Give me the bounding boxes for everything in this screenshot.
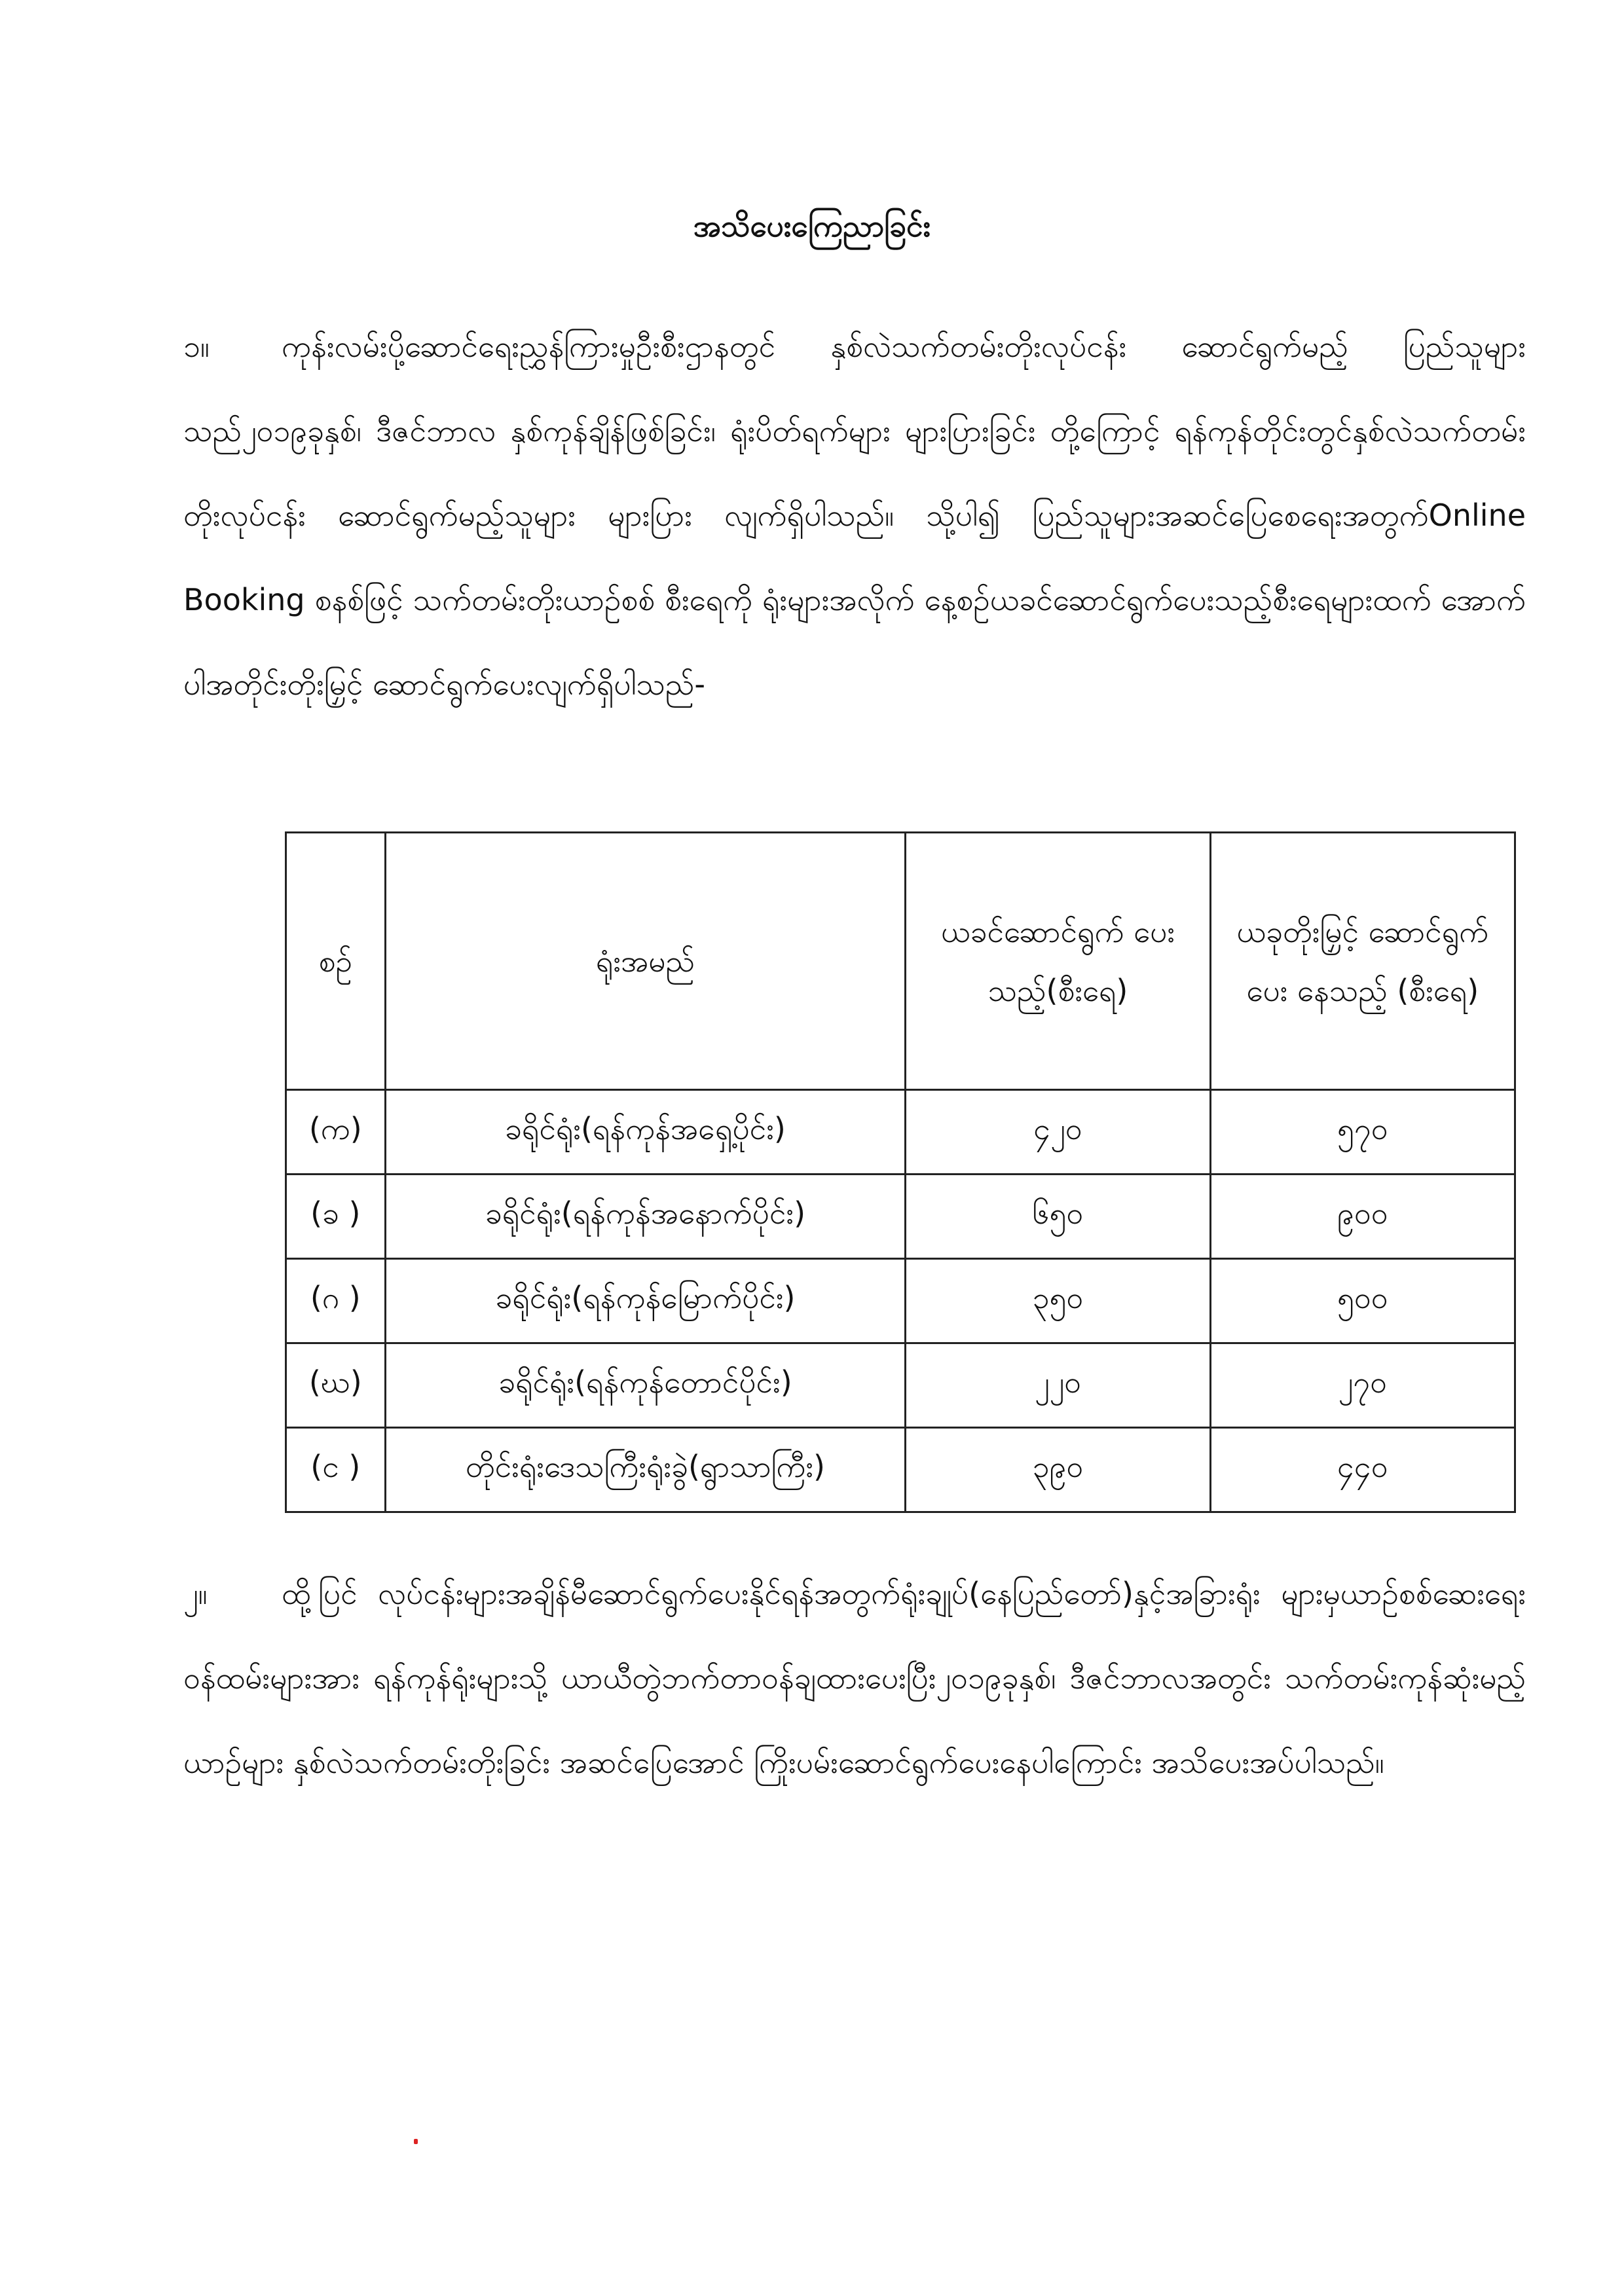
row-serial-no: (ဃ): [286, 1343, 386, 1428]
row-office-name: ခရိုင်ရုံး(ရန်ကုန်အရှေ့ပိုင်း): [385, 1090, 906, 1175]
table-row: [286, 1259, 1515, 1343]
header-increased-quota: ယခုတိုးမြှင့် ဆောင်ရွက်ပေး နေသည့် (စီးရေ): [1210, 833, 1515, 1090]
row-increased-quota: ၉၀၀: [1210, 1175, 1515, 1259]
paragraph-1-text: ကုန်းလမ်းပို့ဆောင်ရေးညွှန်ကြားမှုဦးစီးဌာနတွင် နှစ်လဲသက်တမ်းတိုးလုပ်ငန်း ဆောင်ရွက်မည့် ပြည်သူများသည်၂၀၁၉ခုနှစ်၊ ဒီဇင်ဘာလ နှစ်ကုန်ချိန်ဖြစ်ခြင်း၊ ရုံးပိတ်ရက်များ များပြားခြင်း တို့ကြောင့် ရန်ကုန်တိုင်းတွင်နှစ်လဲသက်တမ်းတိုးလုပ်ငန်း ဆောင်ရွက်မည့်သူများ များပြား လျက်ရှိပါသည်။ သို့ပါ၍ ပြည်သူများအဆင်ပြေစေရေးအတွက်Online Booking စနစ်ဖြင့် သက်တမ်းတိုးယာဉ်စစ် စီးရေကို ရုံးများအလိုက် နေ့စဉ်ယခင်ဆောင်ရွက်ပေးသည့်စီးရေများထက် အောက်ပါအတိုင်းတိုးမြှင့် ဆောင်ရွက်ပေးလျက်ရှိပါသည်-: [183, 329, 1526, 702]
paragraph-2: [183, 1552, 1526, 1805]
row-previous-quota: ၆၅၀: [906, 1175, 1210, 1259]
paragraph-2-number: ၂။: [183, 1576, 208, 1611]
header-office-name: ရုံးအမည်: [385, 833, 906, 1090]
row-office-name: တိုင်းရုံးဒေသကြီးရုံးခွဲ(ရွာသာကြီး): [385, 1428, 906, 1512]
row-previous-quota: ၃၅၀: [906, 1259, 1210, 1343]
row-serial-no: (ခ ): [286, 1175, 386, 1259]
row-previous-quota: ၄၂၀: [906, 1090, 1210, 1175]
row-increased-quota: ၂၇၀: [1210, 1343, 1515, 1428]
paragraph-1-number: ၁။: [183, 329, 210, 364]
paragraph-2-text: ထို့ပြင် လုပ်ငန်းများအချိန်မီဆောင်ရွက်ပေးနိုင်ရန်အတွက်ရုံးချုပ်(နေပြည်တော်)နှင့်အခြားရုံး များမှယာဉ်စစ်ဆေးရေးဝန်ထမ်းများအား ရန်ကုန်ရုံးများသို့ ယာယီတွဲဘက်တာဝန်ချထားပေးပြီး၂၀၁၉ခုနှစ်၊ ဒီဇင်ဘာလအတွင်း သက်တမ်းကုန်ဆုံးမည့်ယာဉ်များ နှစ်လဲသက်တမ်းတိုးခြင်း အဆင်ပြေအောင် ကြိုးပမ်းဆောင်ရွက်ပေးနေပါကြောင်း အသိပေးအပ်ပါသည်။: [183, 1576, 1526, 1780]
table-row: [286, 1428, 1515, 1512]
paragraph-1: [183, 304, 1526, 727]
row-serial-no: (က): [286, 1090, 386, 1175]
row-office-name: ခရိုင်ရုံး(ရန်ကုန်မြောက်ပိုင်း): [385, 1259, 906, 1343]
header-previous-quota: ယခင်ဆောင်ရွက် ပေးသည့်(စီးရေ): [906, 833, 1210, 1090]
table-row: [286, 1175, 1515, 1259]
row-office-name: ခရိုင်ရုံး(ရန်ကုန်တောင်ပိုင်း): [385, 1343, 906, 1428]
row-increased-quota: ၄၄၀: [1210, 1428, 1515, 1512]
inspection-quota-table: [285, 831, 1516, 1513]
row-serial-no: (ဂ ): [286, 1259, 386, 1343]
row-previous-quota: ၂၂၀: [906, 1343, 1210, 1428]
row-previous-quota: ၃၉၀: [906, 1428, 1210, 1512]
row-increased-quota: ၅၀၀: [1210, 1259, 1515, 1343]
row-office-name: ခရိုင်ရုံး(ရန်ကုန်အနောက်ပိုင်း): [385, 1175, 906, 1259]
header-serial-no: စဉ်: [286, 833, 386, 1090]
document-title: အသိပေးကြေညာခြင်း: [693, 208, 931, 244]
table-row: [286, 1343, 1515, 1428]
scan-speck: [414, 2139, 418, 2144]
table-header-row: [286, 833, 1515, 1090]
table-row: [286, 1090, 1515, 1175]
row-increased-quota: ၅၇၀: [1210, 1090, 1515, 1175]
row-serial-no: (င ): [286, 1428, 386, 1512]
